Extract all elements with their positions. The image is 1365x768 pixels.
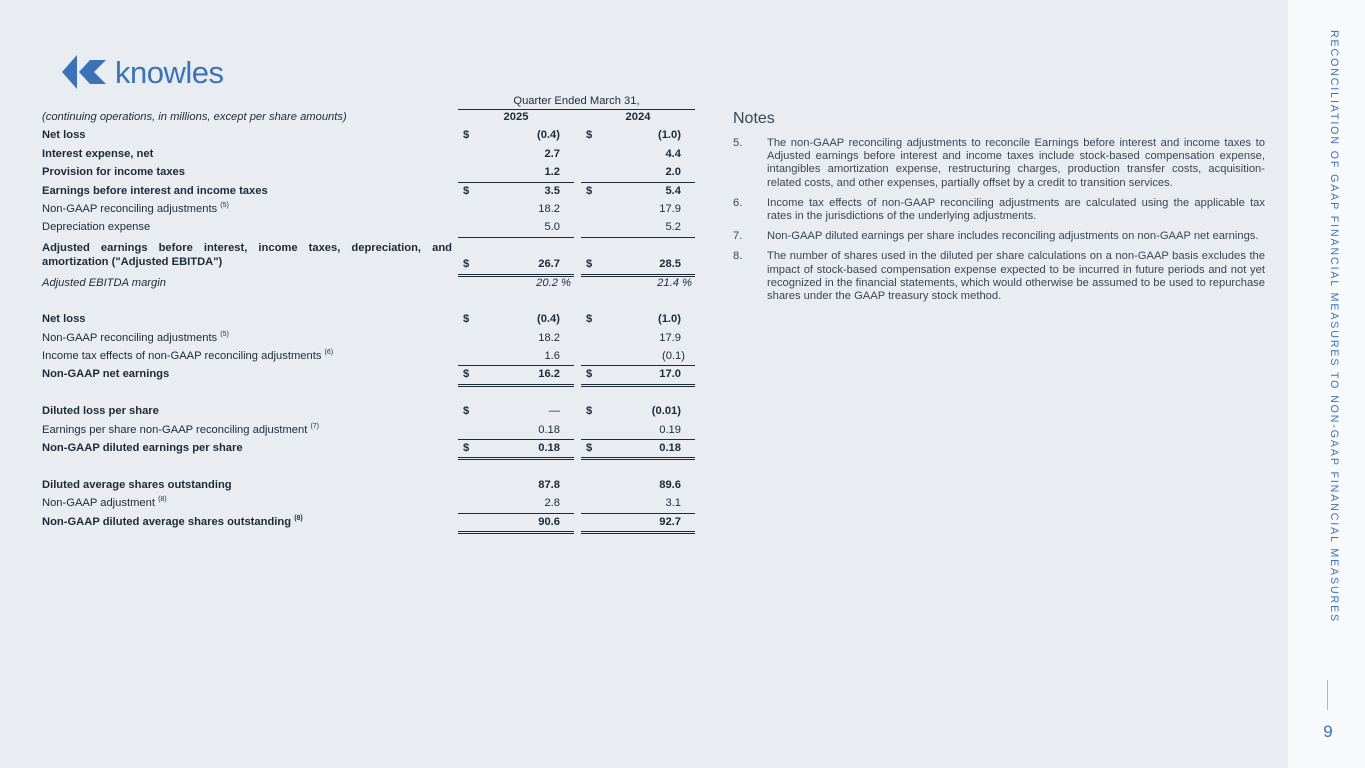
value-2025-text: 5.0 bbox=[544, 221, 560, 234]
note-text: Non-GAAP diluted earnings per share includes reconciling adjustments on non-GAAP net earnings. bbox=[767, 230, 1259, 243]
value-2024 bbox=[581, 421, 695, 440]
value-2024-text: (1.0) bbox=[657, 129, 681, 142]
value-2025 bbox=[458, 200, 574, 218]
currency-symbol: $ bbox=[586, 184, 593, 197]
year-2025-header: 2025 bbox=[503, 111, 529, 123]
value-2024-text: 3.1 bbox=[665, 497, 681, 510]
note-number: 6. bbox=[733, 196, 743, 209]
footnote-ref: (7) bbox=[310, 422, 320, 430]
row-label: Adjusted earnings before interest, income taxes, depreciation, and amortization ("Adjusted EBITDA") bbox=[42, 241, 452, 269]
value-2024-text: 28.5 bbox=[659, 258, 681, 271]
value-2024-text: 17.9 bbox=[659, 331, 681, 344]
value-2025 bbox=[458, 126, 574, 144]
value-2025 bbox=[458, 274, 574, 292]
knowles-logo bbox=[62, 52, 224, 92]
row-label: Earnings before interest and income taxes bbox=[42, 184, 268, 197]
right-sidebar bbox=[1288, 0, 1365, 768]
value-2024-text: (1.0) bbox=[657, 313, 681, 326]
currency-symbol: $ bbox=[586, 368, 593, 381]
value-2024 bbox=[581, 494, 695, 513]
value-2025 bbox=[458, 329, 574, 347]
table-row bbox=[42, 182, 698, 200]
value-2024 bbox=[581, 274, 695, 292]
currency-symbol: $ bbox=[586, 129, 593, 142]
table-description: (continuing operations, in millions, except per share amounts) bbox=[42, 111, 347, 123]
row-label: Provision for income taxes bbox=[42, 166, 185, 179]
table-row bbox=[42, 237, 698, 274]
note-number: 5. bbox=[733, 137, 743, 149]
knowles-logo-mark-icon bbox=[62, 52, 108, 92]
value-2025-text: 26.7 bbox=[538, 258, 560, 271]
table-row bbox=[42, 310, 698, 328]
table-row bbox=[42, 513, 698, 531]
row-label-text: Non-GAAP diluted average shares outstanding bbox=[42, 515, 292, 528]
row-label bbox=[42, 513, 452, 531]
value-2025-text: (0.4) bbox=[536, 313, 560, 326]
value-2025-text: 87.8 bbox=[538, 478, 560, 491]
table-row bbox=[42, 402, 698, 420]
currency-symbol: $ bbox=[463, 405, 470, 418]
table-row bbox=[42, 494, 698, 512]
currency-symbol: $ bbox=[463, 368, 470, 381]
value-2024 bbox=[581, 310, 695, 328]
value-2025 bbox=[458, 494, 574, 513]
section-title-vertical: RECONCILIATION OF GAAP FINANCIAL MEASURES TO NON-GAAP FINANCIAL MEASURES bbox=[1328, 30, 1340, 624]
value-2024-text: 17.0 bbox=[659, 368, 681, 381]
note-item bbox=[733, 197, 1265, 223]
value-2025 bbox=[458, 402, 574, 420]
value-2025 bbox=[458, 163, 574, 182]
value-2025-text: (0.4) bbox=[536, 129, 560, 142]
value-2025-text: 2.7 bbox=[544, 147, 560, 160]
value-2025 bbox=[458, 145, 574, 163]
currency-symbol: $ bbox=[586, 258, 593, 271]
value-2025 bbox=[458, 182, 574, 200]
spacer bbox=[42, 457, 698, 475]
currency-symbol: $ bbox=[463, 184, 470, 197]
table-row bbox=[42, 439, 698, 457]
value-2024-text: 21.4 % bbox=[657, 276, 692, 289]
year-2024-header: 2024 bbox=[625, 111, 651, 123]
value-2024 bbox=[581, 476, 695, 494]
currency-symbol: $ bbox=[463, 129, 470, 142]
value-2025 bbox=[458, 218, 574, 237]
value-2024-text: 89.6 bbox=[659, 478, 681, 491]
value-2024 bbox=[581, 200, 695, 218]
table-row bbox=[42, 200, 698, 218]
value-2024 bbox=[581, 182, 695, 200]
value-2024 bbox=[581, 513, 695, 534]
footnote-ref: (8) bbox=[294, 514, 303, 522]
period-header: Quarter Ended March 31, bbox=[458, 94, 695, 110]
row-label: Interest expense, net bbox=[42, 147, 154, 160]
note-text: The number of shares used in the diluted per share calculations on a non-GAAP basis excludes the impact of stock-based compensation expense expected to be incurred in future periods and not yet recognized in the financial statements, which would otherwise be assumed to be used to repurchase shares under the GAAP treasury stock method. bbox=[767, 250, 1265, 303]
value-2024-text: 17.9 bbox=[659, 202, 681, 215]
value-2025-text: 16.2 bbox=[538, 368, 560, 381]
value-2024 bbox=[581, 126, 695, 144]
table-row bbox=[42, 347, 698, 365]
value-2024-text: 5.4 bbox=[665, 184, 681, 197]
row-label-text: Non-GAAP reconciling adjustments bbox=[42, 331, 218, 344]
value-2025 bbox=[458, 237, 574, 277]
value-2025 bbox=[458, 476, 574, 494]
notes-section bbox=[733, 110, 1265, 310]
row-label-text: Income tax effects of non-GAAP reconciling adjustments bbox=[42, 350, 322, 363]
note-item bbox=[733, 250, 1265, 303]
value-2024-text: 5.2 bbox=[665, 221, 681, 234]
currency-symbol: $ bbox=[586, 405, 593, 418]
value-2025-text: 0.18 bbox=[538, 442, 560, 455]
value-2025 bbox=[458, 347, 574, 366]
row-label-text: Non-GAAP adjustment bbox=[42, 497, 155, 510]
value-2025-text: — bbox=[548, 405, 560, 418]
row-label: Net loss bbox=[42, 313, 86, 326]
financial-table bbox=[42, 94, 698, 531]
page-number: 9 bbox=[1323, 722, 1333, 741]
value-2025-text: 3.5 bbox=[544, 184, 560, 197]
value-2025 bbox=[458, 421, 574, 440]
note-item bbox=[733, 137, 1265, 190]
currency-symbol: $ bbox=[586, 442, 593, 455]
row-label: Net loss bbox=[42, 129, 86, 142]
table-row bbox=[42, 365, 698, 383]
value-2024 bbox=[581, 347, 695, 366]
table-row bbox=[42, 421, 698, 439]
value-2025-text: 90.6 bbox=[538, 515, 560, 528]
row-label bbox=[42, 494, 452, 512]
note-number: 7. bbox=[733, 230, 743, 243]
currency-symbol: $ bbox=[463, 313, 470, 326]
footnote-ref: (8) bbox=[158, 496, 167, 504]
value-2024-text: 0.19 bbox=[659, 423, 681, 436]
notes-title: Notes bbox=[733, 110, 775, 127]
value-2025-text: 1.2 bbox=[544, 166, 560, 179]
value-2024 bbox=[581, 163, 695, 182]
currency-symbol: $ bbox=[463, 442, 470, 455]
value-2024 bbox=[581, 402, 695, 420]
table-row bbox=[42, 163, 698, 181]
value-2024-text: 2.0 bbox=[665, 166, 681, 179]
value-2025-text: 0.18 bbox=[538, 423, 560, 436]
year-header-row bbox=[42, 108, 698, 126]
row-label: Diluted average shares outstanding bbox=[42, 478, 232, 491]
value-2025-text: 1.6 bbox=[544, 350, 560, 363]
logo-wordmark: knowles bbox=[115, 54, 224, 90]
value-2024 bbox=[581, 145, 695, 163]
table-row bbox=[42, 126, 698, 144]
value-2025-text: 18.2 bbox=[538, 331, 560, 344]
spacer bbox=[42, 384, 698, 402]
period-header-row bbox=[42, 94, 698, 108]
value-2024-text: 92.7 bbox=[659, 515, 681, 528]
value-2024 bbox=[581, 237, 695, 277]
note-text: The non-GAAP reconciling adjustments to reconcile Earnings before interest and income taxes to Adjusted earnings before interest and income taxes include stock-based compensation expense, intangibles amortization expense, restructuring charges, production transfer costs, acquisition-related costs, and other expenses, partially offset by a credit to transition services. bbox=[767, 137, 1265, 189]
table-row bbox=[42, 145, 698, 163]
table-row bbox=[42, 274, 698, 292]
row-label-text: Non-GAAP reconciling adjustments bbox=[42, 202, 218, 215]
value-2024-text: (0.01) bbox=[651, 405, 681, 418]
value-2024 bbox=[581, 218, 695, 237]
currency-symbol: $ bbox=[586, 313, 593, 326]
table-row bbox=[42, 218, 698, 236]
row-label: Diluted loss per share bbox=[42, 405, 159, 418]
note-item bbox=[733, 230, 1265, 243]
row-label bbox=[42, 347, 452, 365]
spacer bbox=[42, 292, 698, 310]
row-label bbox=[42, 421, 452, 439]
table-row bbox=[42, 329, 698, 347]
currency-symbol: $ bbox=[463, 258, 470, 271]
row-label: Depreciation expense bbox=[42, 221, 151, 234]
row-label: Non-GAAP net earnings bbox=[42, 368, 170, 381]
row-label-text: Earnings per share non-GAAP reconciling adjustment bbox=[42, 423, 308, 436]
value-2025-text: 20.2 % bbox=[536, 276, 571, 289]
value-2025-text: 2.8 bbox=[544, 497, 560, 510]
value-2024-text: 0.18 bbox=[659, 442, 681, 455]
value-2025 bbox=[458, 310, 574, 328]
note-number: 8. bbox=[733, 250, 743, 263]
note-text: Income tax effects of non-GAAP reconciling adjustments are calculated using the applicable tax rates in the jurisdictions of the underlying adjustments. bbox=[767, 196, 1265, 223]
value-2024-text: (0.1) bbox=[661, 350, 685, 363]
value-2025 bbox=[458, 513, 574, 534]
footnote-ref: (5) bbox=[220, 201, 229, 209]
row-label: Non-GAAP diluted earnings per share bbox=[42, 442, 243, 455]
table-row bbox=[42, 476, 698, 494]
value-2024 bbox=[581, 329, 695, 347]
row-label: Adjusted EBITDA margin bbox=[42, 276, 166, 289]
footnote-ref: (6) bbox=[324, 349, 334, 357]
divider bbox=[1327, 680, 1328, 710]
value-2024-text: 4.4 bbox=[665, 147, 681, 160]
value-2025-text: 18.2 bbox=[538, 202, 560, 215]
footnote-ref: (5) bbox=[220, 330, 229, 338]
row-label bbox=[42, 200, 452, 218]
row-label bbox=[42, 329, 452, 347]
